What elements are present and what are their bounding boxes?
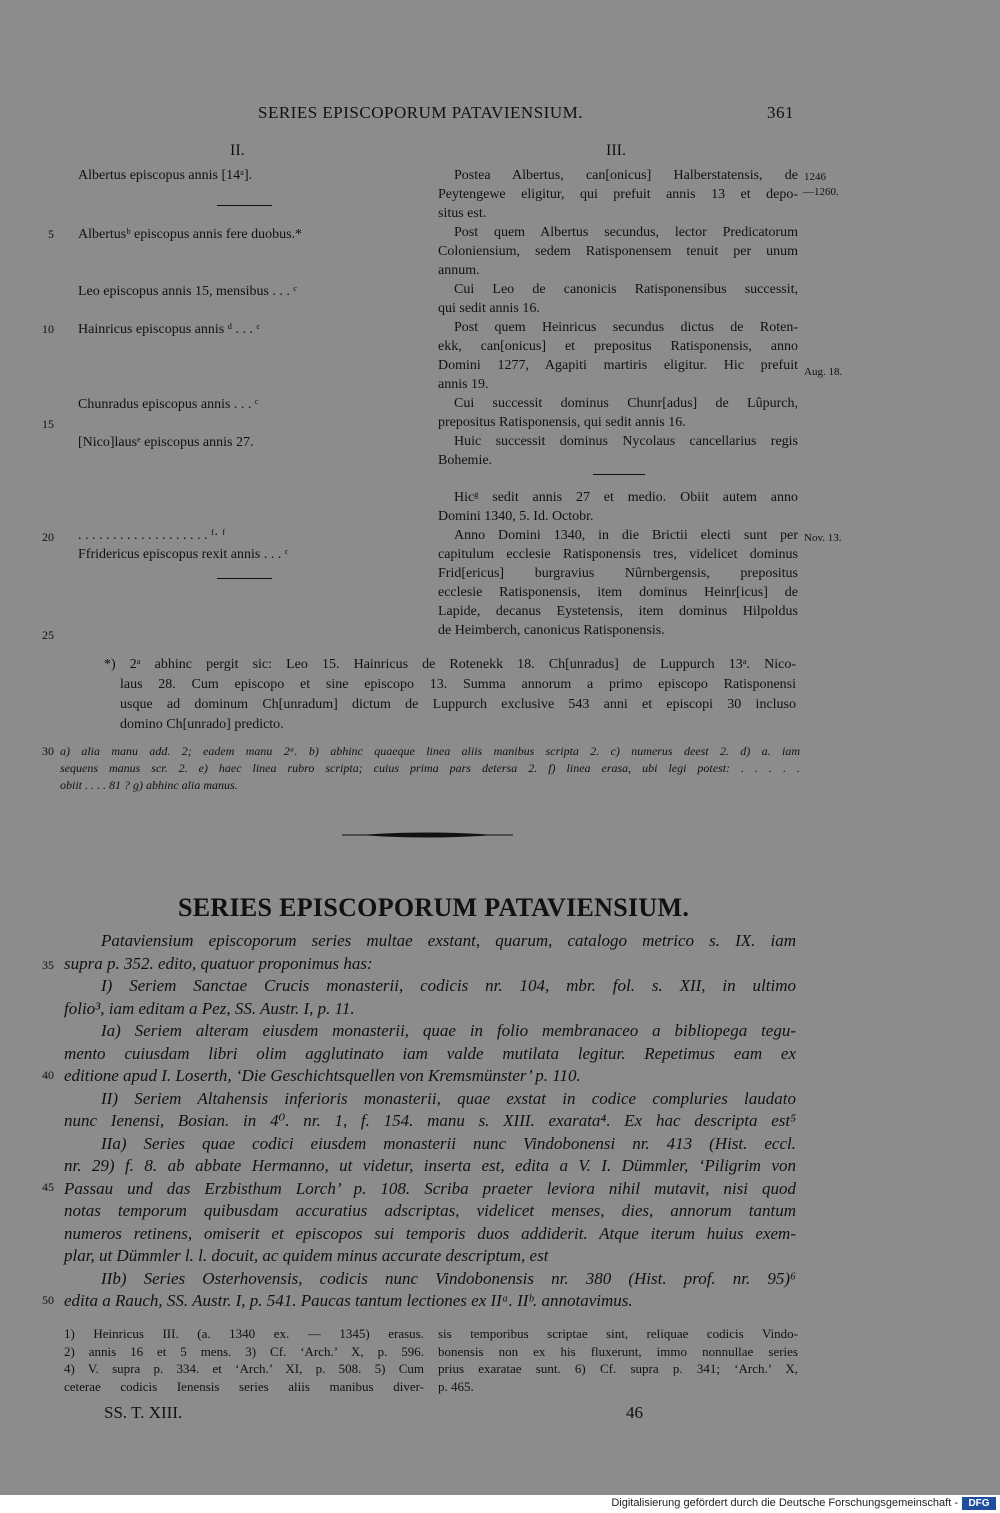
footnotes-right (438, 1325, 798, 1395)
col3-line: annis 19. (438, 377, 489, 392)
intro-line: nunc Ienensi, Bosian. in 4⁰. nr. 1, f. 154. manu s. XIII. exarata⁴. Ex hac descripta est⁵ (64, 1111, 796, 1130)
margin-date: Nov. 13. (804, 532, 842, 544)
footnote-line: 2) annis 16 et 5 mens. 3) Cf. ‘Arch.’ X, p. 596. (64, 1343, 424, 1359)
col3-divider (593, 474, 645, 475)
line-number: 45 (42, 1180, 54, 1194)
digitization-strip (0, 1495, 1000, 1513)
digitization-credit: Digitalisierung gefördert durch die Deutsche Forschungsgemeinschaft - (611, 1497, 958, 1509)
column-heading-ii: II. (230, 142, 245, 159)
col3-line: Frid[ericus] burgravius Nûrnbergensis, prepositus (438, 566, 798, 581)
col3-line: situs est. (438, 206, 487, 221)
sheet-signature: SS. T. XIII. (104, 1403, 183, 1422)
footnote-line: *) 2ᵃ abhinc pergit sic: Leo 15. Hainricus de Rotenekk 18. Ch[unradus] de Luppurch 13ᵃ. Nico- (104, 657, 796, 672)
critical-note-line: obiit . . . . 81 ? g) abhinc alia manus. (60, 778, 238, 792)
line-number: 35 (42, 958, 54, 972)
footnote-line: domino Ch[unrado] predicto. (120, 717, 284, 732)
intro-line: edita a Rauch, SS. Austr. I, p. 541. Paucas tantum lectiones ex IIᵃ. IIᵇ. annotavimus. (64, 1291, 633, 1310)
col3-line: annum. (438, 263, 480, 278)
col3-line: Bohemie. (438, 453, 493, 468)
section-divider-ornament (340, 828, 515, 842)
intro-line: notas temporum quibusdam accuratius adscriptas, videlicet menses, dies, annorum tantum (64, 1201, 796, 1220)
col3-line: Postea Albertus, can[onicus] Halberstatensis, de (454, 168, 798, 183)
page-number: 361 (767, 103, 794, 122)
line-number: 15 (42, 417, 54, 431)
margin-date: Aug. 18. (804, 366, 843, 378)
col2-divider (217, 205, 272, 206)
footnote-line: usque ad dominum Ch[unradum] dictum de Luppurch exclusive 543 anni et episcopi 30 incluso (120, 697, 796, 712)
col3-line: Lapide, decanus Eystetensis, item dominus Hilpoldus (438, 604, 798, 619)
line-number: 40 (42, 1068, 54, 1082)
footnote-line: bonensis non ex his fluxerunt, immo nonnullae series (438, 1343, 798, 1359)
line-number: 30 (42, 744, 54, 758)
col3-line: Peytengewe eligitur, qui prefuit annis 13 et depo- (438, 187, 798, 202)
intro-line: mento cuiusdam libri olim agglutinato iam valde mutilata legitur. Repetimus eam ex (64, 1043, 796, 1063)
col2-entry-1: Albertus episcopus annis [14ᵃ]. (78, 168, 253, 183)
col2-entry-7: . . . . . . . . . . . . . . . . . . . ᶠ· ᶠ (78, 528, 225, 543)
col3-line: Domini 1340, 5. Id. Octobr. (438, 509, 594, 524)
intro-line: plar, ut Dümmler l. l. docuit, ac quidem minus accurate descriptum, est (64, 1246, 549, 1265)
col3-line: Cui successit dominus Chunr[adus] de Lûpurch, (454, 396, 798, 411)
intro-line: folio³, iam editam a Pez, SS. Austr. I, p. 11. (64, 998, 355, 1018)
col2-divider-bottom (217, 578, 272, 579)
footnote-line: laus 28. Cum episcopo et sine episcopo 13. Summa annorum a primo episcopo Ratisponensi (120, 677, 796, 692)
col3-text-lower (438, 488, 798, 640)
footnote-line: p. 465. (438, 1378, 474, 1394)
intro-line: editione apud I. Loserth, ‘Die Geschichtsquellen von Kremsmünster’ p. 110. (64, 1066, 581, 1085)
col2-entry-8: Ffridericus episcopus rexit annis . . . ᶜ (78, 547, 289, 562)
col2-entry-6: [Nico]lausᵉ episcopus annis 27. (78, 435, 254, 450)
intro-line: supra p. 352. edito, quatuor proponimus has: (64, 953, 373, 973)
intro-line: Ia) Seriem alteram eiusdem monasterii, quae in folio membranaceo a bibliopega tegu- (101, 1021, 796, 1040)
col3-line: Domini 1277, Agapiti martiris eligitur. Hic prefuit (438, 358, 798, 373)
line-number: 25 (42, 628, 54, 642)
intro-line: nr. 29) f. 8. ab abbate Hermanno, ut videtur, inserta est, edita a V. I. Dümmler, ‘Piligrim von (64, 1156, 796, 1175)
running-title: SERIES EPISCOPORUM PATAVIENSIUM. (258, 103, 583, 122)
col3-line: Post quem Albertus secundus, lector Predicatorum (454, 225, 798, 240)
col3-line: Post quem Heinricus secundus dictus de Roten- (454, 320, 798, 335)
line-number: 20 (42, 530, 54, 544)
col2-entry-4: Hainricus episcopus annis ᵈ . . . ᶜ (78, 322, 261, 337)
margin-date: —1260. (803, 186, 839, 198)
footnote-line: prius exaratae sunt. 6) Cf. supra p. 341; ‘Arch.’ X, (438, 1361, 798, 1376)
col3-line: ekk, can[onicus] et prepositus Ratisponensis, anno (438, 339, 798, 354)
sheet-number: 46 (626, 1403, 643, 1422)
col2-entry-5: Chunradus episcopus annis . . . ᶜ (78, 397, 259, 412)
col3-line: qui sedit annis 16. (438, 301, 540, 316)
intro-line: II) Seriem Altahensis inferioris monasterii, quae exstat in codice compluries laudato (101, 1088, 796, 1108)
col2-entry-2: Albertusᵇ episcopus annis fere duobus.* (78, 227, 303, 242)
intro-line: Pataviensium episcoporum series multae exstant, quarum, catalogo metrico s. IX. iam (101, 931, 796, 950)
intro-line: numeros retinens, omiserit et episcopos sui temporis duos addiderit. Atque iterum huius exem- (64, 1223, 796, 1243)
col3-line: prepositus Ratisponensis, qui sedit annis 16. (438, 415, 686, 430)
intro-text (64, 930, 796, 1313)
margin-date: 1246 (804, 171, 826, 183)
critical-apparatus (60, 743, 800, 794)
intro-line: IIa) Series quae codici eiusdem monasterii nunc Vindobonensi nr. 413 (Hist. eccl. (101, 1133, 796, 1153)
line-number: 50 (42, 1293, 54, 1307)
footnote-star (104, 655, 796, 735)
col3-line: Cui Leo de canonicis Ratisponensibus successit, (454, 282, 798, 297)
critical-note-line: sequens manus scr. 2. e) haec linea rubro scripta; cuius prima pars detersa 2. f) linea erasa, ubi legi potest: . . . . . (60, 761, 800, 775)
col3-line: de Heimberch, canonicus Ratisponensis. (438, 623, 665, 638)
line-number: 10 (42, 322, 54, 336)
footnote-line: 4) V. supra p. 334. et ‘Arch.’ XI, p. 508. 5) Cum (64, 1361, 424, 1376)
col3-line: Anno Domini 1340, in die Brictii electi sunt per (454, 528, 798, 543)
ornament-swell (360, 833, 495, 838)
intro-line: I) Seriem Sanctae Crucis monasterii, codicis nr. 104, mbr. fol. s. XII, in ultimo (101, 976, 796, 995)
col3-line: capitulum ecclesie Ratisponensis tres, videlicet dominus (438, 547, 798, 562)
footnotes-left (64, 1325, 424, 1395)
intro-line: IIb) Series Osterhovensis, codicis nunc Vindobonensis nr. 380 (Hist. prof. nr. 95)⁶ (101, 1268, 796, 1288)
line-number: 5 (48, 227, 54, 241)
col3-line: ecclesie Ratisponensis, item dominus Heinr[icus] de (438, 585, 798, 600)
col3-line: Huic successit dominus Nycolaus cancellarius regis (454, 434, 798, 449)
col2-entry-3: Leo episcopus annis 15, mensibus . . . ᶜ (78, 284, 298, 299)
intro-line: Passau und das Erzbisthum Lorch’ p. 108. Scriba praeter leviora nihil mutavit, nisi quod (64, 1178, 796, 1198)
footnote-line: ceterae codicis Ienensis series aliis manibus diver- (64, 1378, 424, 1394)
col3-line: Hicᵍ sedit annis 27 et medio. Obiit autem anno (454, 490, 798, 505)
section-title: SERIES EPISCOPORUM PATAVIENSIUM. (178, 893, 690, 922)
dfg-logo-icon: DFG (962, 1497, 996, 1510)
footnote-line: sis temporibus scriptae sint, reliquae codicis Vindo- (438, 1326, 798, 1341)
footnote-line: 1) Heinricus III. (a. 1340 ex. — 1345) erasus. (64, 1326, 424, 1341)
col3-line: Coloniensium, sedem Ratisponensem tenuit per unum (438, 244, 798, 259)
critical-note-line: a) alia manu add. 2; eadem manu 2ᵃ. b) abhinc quaeque linea aliis manibus scripta 2. c) numerus deest 2. d) a. iam (60, 744, 800, 758)
column-heading-iii: III. (606, 142, 626, 159)
col3-text (438, 166, 798, 470)
